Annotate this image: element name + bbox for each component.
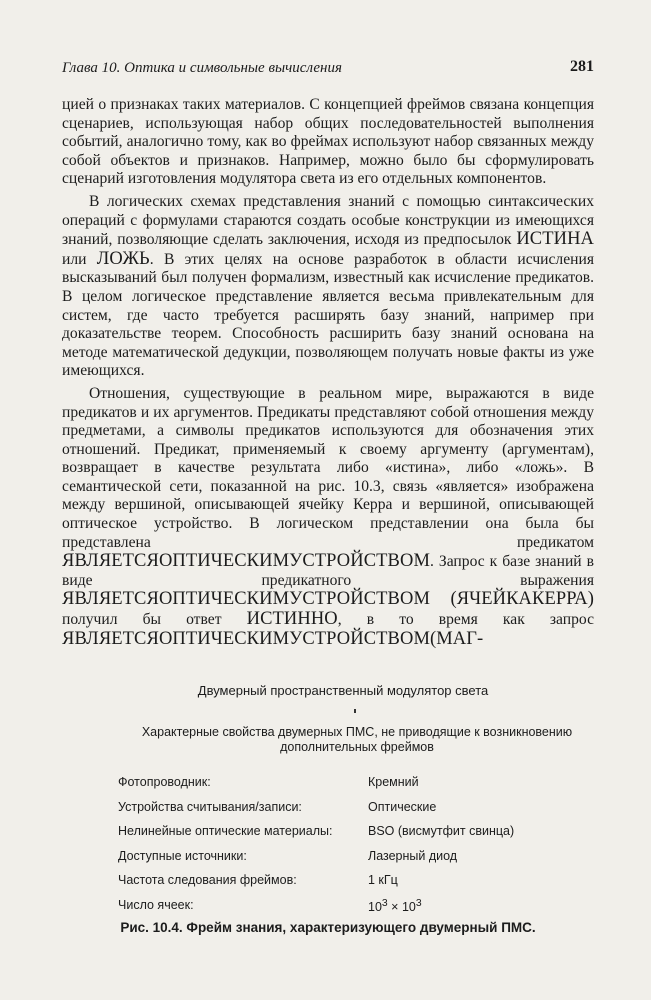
property-value-cell-count xyxy=(368,898,422,914)
paragraph-2-text-b: . В этих целях на основе разработок в области исчисления высказываний был получен формализм, известный как исчисление предикатов. В целом логическое представление является весьма привлекательным для систем, где часто требуется расширять базу знаний, например при доказательстве теорем. Способность расширить базу знаний основана на методе математической дедукции, позволяющем получать новые факты из уже имеющихся. xyxy=(62,250,594,380)
property-row xyxy=(118,849,558,874)
value-base-2: 10 xyxy=(401,899,416,914)
property-value: Лазерный диод xyxy=(368,848,458,863)
paragraph-2-text-a: В логических схемах представления знаний с помощью синтаксических операций с формулами стараются создать особые конструкции из имеющихся знаний, позволяющие сделать заключения, исходя из предпосылок xyxy=(62,192,594,249)
value-exponent-2: 3 xyxy=(415,897,422,909)
chapter-title: Глава 10. Оптика и символьные вычисления xyxy=(62,60,342,76)
value-times: × xyxy=(387,899,402,914)
figure-title: Двумерный пространственный модулятор света xyxy=(197,683,489,698)
value-base: 10 xyxy=(368,899,382,914)
property-label: Нелинейные оптические материалы: xyxy=(118,824,333,838)
predicate-1: ЯВЛЯЕТСЯОПТИЧЕСКИМУСТРОЙСТВОМ xyxy=(62,551,430,572)
property-row xyxy=(118,873,558,898)
page-number: 281 xyxy=(570,58,594,75)
paragraph-3-text-a: Отношения, существующие в реальном мире, выражаются в виде предикатов и их аргументов. Предикаты представляют собой отношения между предметами, а символы предикатов используются для обозначения этих отношений. Предикат, применяемый к своему аргументу (аргументам), возвращает в качестве результата либо «истина», либо «ложь». В семантической сети, показанной на рис. 10.3, связь «является» изображена между вершиной, описывающей ячейку Керра и вершиной, описывающей оптическое устройство. В логическом представлении она была бы представлена предикатом xyxy=(62,384,594,551)
property-value: BSO (висмутфит свинца) xyxy=(368,824,515,838)
property-table xyxy=(118,775,558,922)
figure-connector-tick xyxy=(354,709,356,713)
property-label: Частота следования фреймов: xyxy=(118,873,297,887)
body-text xyxy=(62,96,594,649)
paragraph-2-or: или xyxy=(62,250,97,268)
property-value: 1 кГц xyxy=(368,873,398,887)
paragraph-3 xyxy=(62,385,594,649)
property-row xyxy=(118,898,558,923)
property-row xyxy=(118,800,558,825)
property-value: Кремний xyxy=(368,775,419,789)
figure-caption: Рис. 10.4. Фрейм знания, характеризующего двумерный ПМС. xyxy=(120,920,536,935)
paragraph-3-text-b: . Запрос к базе знаний в виде предикатного выражения xyxy=(62,553,594,589)
property-row xyxy=(118,824,558,849)
predicate-2: ЯВЛЯЕТСЯОПТИЧЕСКИМУСТРОЙСТВОМ (ЯЧЕЙКАКЕРРА) xyxy=(62,589,594,610)
answer-true: ИСТИННО xyxy=(246,609,338,630)
property-label: Число ячеек: xyxy=(118,897,194,912)
running-head xyxy=(62,60,592,77)
figure-frame xyxy=(62,683,594,914)
paragraph-3-text-c: получил бы ответ xyxy=(62,611,247,629)
paragraph-1: цией о признаках таких материалов. С концепцией фреймов связана концепция сценариев, использующая набор общих последовательностей выполнения событий, аналогично тому, как во фреймах используют набор связанных между собой объектов и признаков. Например, можно было бы сформулировать сценарий изготовления модулятора света из его отдельных компонентов. xyxy=(62,96,594,188)
property-value: Оптические xyxy=(368,799,437,814)
paragraph-2 xyxy=(62,193,594,381)
paragraph-3-text-d: , в то время как запрос xyxy=(337,611,594,629)
truth-value-true: ИСТИНА xyxy=(516,229,594,250)
truth-value-false: ЛОЖЬ xyxy=(96,248,150,269)
property-label: Устройства считывания/записи: xyxy=(118,799,302,814)
value-exponent: 3 xyxy=(381,897,388,909)
predicate-3: ЯВЛЯЕТСЯОПТИЧЕСКИМУСТРОЙСТВОМ(МАГ- xyxy=(62,628,484,649)
property-label: Доступные источники: xyxy=(118,848,247,863)
property-row xyxy=(118,775,558,800)
figure-subtitle: Характерные свойства двумерных ПМС, не приводящие к возникновению дополнительных фреймов xyxy=(141,725,573,754)
property-label: Фотопроводник: xyxy=(118,775,211,789)
